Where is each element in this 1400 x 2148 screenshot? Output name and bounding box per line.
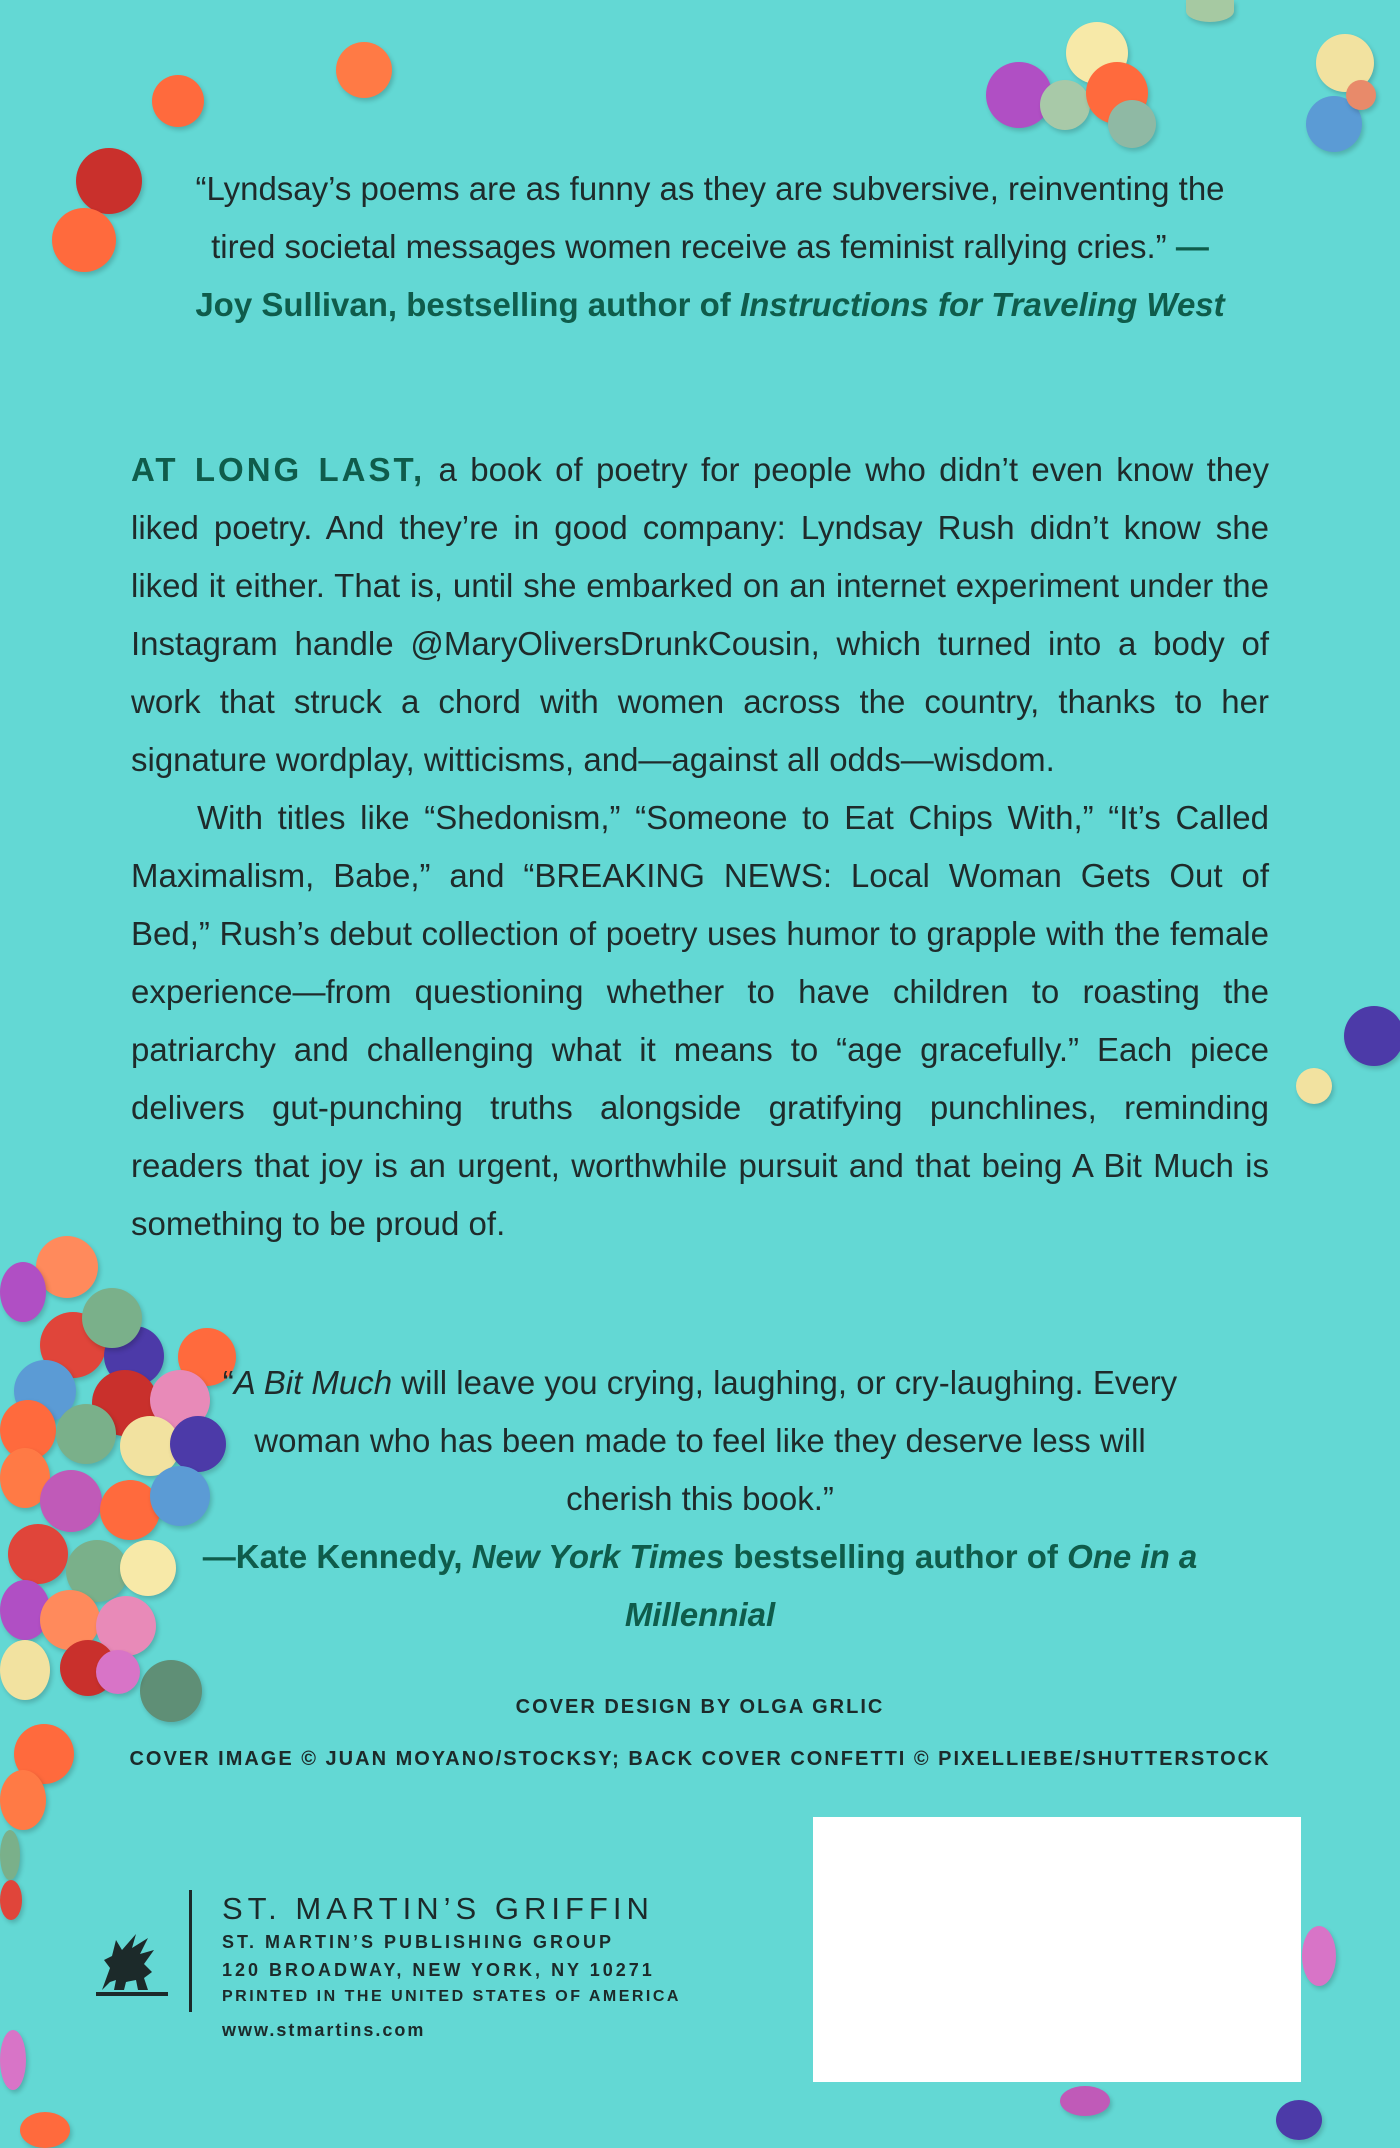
endorsement-quote-bottom <box>200 1354 1200 1644</box>
quote-bottom-attribution <box>203 1538 1198 1633</box>
cover-image-credit: COVER IMAGE © JUAN MOYANO/STOCKSY; BACK COVER CONFETTI © PIXELLIEBE/SHUTTERSTOCK <box>129 1748 1271 1770</box>
quote-top-text: “Lyndsay’s poems are as funny as they are subversive, reinventing the tired societal messages women receive as feminist rallying cries.” <box>195 170 1225 265</box>
quote-bottom-attribution-title: One in a Millennial <box>624 1538 1198 1633</box>
book-description <box>131 441 1269 1253</box>
description-paragraph-1 <box>131 441 1269 789</box>
barcode-area <box>813 1817 1301 2082</box>
publisher-info <box>222 1890 681 2041</box>
endorsement-quote-top <box>190 160 1230 334</box>
quote-bottom-publication: New York Times <box>471 1538 725 1575</box>
publisher-divider <box>189 1890 192 2012</box>
quote-bottom-book-title: A Bit Much <box>233 1364 393 1401</box>
publisher-group: ST. MARTIN’S PUBLISHING GROUP <box>222 1932 615 1952</box>
publisher-website[interactable]: www.stmartins.com <box>222 2020 426 2040</box>
quote-bottom-attribution-name: —Kate Kennedy, <box>202 1538 472 1575</box>
quote-bottom-attribution-mid: bestselling author of <box>724 1538 1068 1575</box>
printed-in-line: PRINTED IN THE UNITED STATES OF AMERICA <box>222 1988 681 2005</box>
description-paragraph-2: With titles like “Shedonism,” “Someone to Eat Chips With,” “It’s Called Maximalism, Babe,” and “BREAKING NEWS: Local Woman Gets Out of Bed,” Rush’s debut collection of poetry uses humor to grapple with the female experience—from questioning whether to have children to roasting the patriarchy and challenging what it means to “age gracefully.” Each piece delivers gut-punching truths alongside gratifying punchlines, reminding readers that joy is an urgent, worthwhile pursuit and that being A Bit Much is something to be proud of. <box>131 799 1269 1242</box>
cover-design-credit: COVER DESIGN BY OLGA GRLIC <box>515 1696 885 1718</box>
quote-top-book-title: Instructions for Traveling West <box>739 286 1225 323</box>
description-paragraph-1-text: a book of poetry for people who didn’t even know they liked poetry. And they’re in good company: Lyndsay Rush didn’t know she liked it either. That is, until she embarked on an internet experiment under the Instagram handle @MaryOliversDrunkCousin, which turned into a body of work that struck a chord with women across the country, thanks to her signature wordplay, witticisms, and—against all odds—wisdom. <box>131 451 1269 778</box>
quote-bottom-open-mark: “ <box>222 1364 234 1401</box>
quote-bottom-text: will leave you crying, laughing, or cry-laughing. Every woman who has been made to feel like they deserve less will cherish this book.” <box>254 1364 1178 1517</box>
griffin-icon <box>92 1920 172 2000</box>
publisher-name: ST. MARTIN’S GRIFFIN <box>222 1891 654 1926</box>
publisher-address: 120 BROADWAY, NEW YORK, NY 10271 <box>222 1960 655 1980</box>
quote-top-attribution-prefix: —Joy Sullivan, bestselling author of <box>195 228 1209 323</box>
description-lead: AT LONG LAST, <box>131 451 426 488</box>
